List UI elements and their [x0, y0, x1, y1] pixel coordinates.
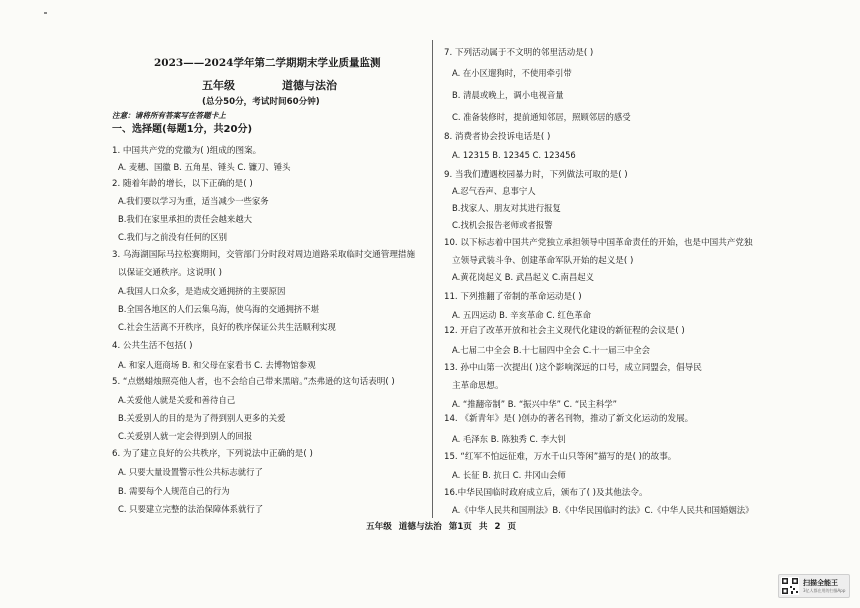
- exam-note: 注意：请将所有答案写在答题卡上: [112, 111, 226, 120]
- right-question-line: 15. “红军不怕远征难，万水千山只等闲”描写的是( )的故事。: [444, 452, 677, 462]
- section-heading: 一、选择题(每题1分，共20分): [112, 124, 253, 135]
- right-option-line: C. 准备装修时，提前通知邻居，照顾邻居的感受: [452, 112, 631, 122]
- left-question-line: 1. 中国共产党的党徽为( )组成的图案。: [112, 146, 262, 156]
- right-option-line: A. 12315 B. 12345 C. 123456: [452, 150, 576, 160]
- left-option-line: B. 需要每个人规范自己的行为: [118, 486, 230, 496]
- scanner-label: 扫描全能王: [803, 579, 838, 587]
- exam-title: 2023——2024学年第二学期期末学业质量监测: [154, 57, 381, 69]
- left-option-line: A. 麦穗、国徽 B. 五角星、锤头 C. 镰刀、锤头: [118, 162, 291, 172]
- right-option-line: A.黄花岗起义 B. 武昌起义 C.南昌起义: [452, 272, 595, 282]
- grade-label: 五年级: [202, 79, 235, 92]
- right-option-line: A.《中华人民共和国刑法》B.《中华民国临时约法》C.《中华人民共和国婚姻法》: [452, 505, 754, 515]
- left-option-line: B.关爱别人的目的是为了得到别人更多的关爱: [118, 413, 286, 423]
- right-question-line: 16.中华民国临时政府成立后，颁布了( )及其他法令。: [444, 488, 648, 498]
- scanner-sublabel: 3亿人都在用的扫描App: [803, 588, 846, 593]
- right-option-line: C.找机会报告老师或者报警: [452, 220, 553, 230]
- left-option-line: A.我们要以学习为重，适当减少一些家务: [118, 196, 269, 206]
- right-option-line: B.找家人、朋友对其进行报复: [452, 203, 561, 213]
- column-divider: [432, 40, 433, 518]
- right-option-line: B. 清晨或晚上，调小电视音量: [452, 90, 564, 100]
- left-question-line: 以保证交通秩序。这说明( ): [118, 268, 222, 278]
- left-option-line: A. 只要大量设置警示性公共标志就行了: [118, 467, 263, 477]
- scan-speck: [44, 12, 47, 14]
- right-option-line: A. “推翻帝制” B. “振兴中华” C. “民主科学”: [452, 399, 618, 409]
- right-question-line: 8. 消费者协会投诉电话是( ): [444, 132, 551, 142]
- right-option-line: A. 五四运动 B. 辛亥革命 C. 红色革命: [452, 310, 591, 320]
- right-question-line: 7. 下列活动属于不文明的邻里活动是( ): [444, 48, 594, 58]
- subject-label: 道德与法治: [282, 79, 337, 92]
- right-option-line: A.七届二中全会 B.十七届四中全会 C.十一届三中全会: [452, 345, 650, 355]
- right-question-line: 11. 下列推翻了帝制的革命运动是( ): [444, 292, 582, 302]
- right-question-line: 主革命思想。: [452, 381, 504, 391]
- left-option-line: A.我国人口众多，是造成交通拥挤的主要原因: [118, 286, 286, 296]
- right-question-line: 10. 以下标志着中国共产党独立承担领导中国革命责任的开始，也是中国共产党独: [444, 238, 753, 248]
- right-question-line: 12. 开启了改革开放和社会主义现代化建设的新征程的会议是( ): [444, 326, 685, 336]
- left-question-line: 3. 乌海湖国际马拉松赛期间，交管部门分时段对周边道路采取临时交通管理措施: [112, 250, 416, 260]
- left-question-line: 6. 为了建立良好的公共秩序，下列说法中正确的是( ): [112, 449, 313, 459]
- scanner-watermark: [778, 574, 850, 598]
- left-option-line: C.社会生活离不开秩序，良好的秩序保证公共生活顺利实现: [118, 322, 336, 332]
- right-option-line: A. 在小区遛狗时，不使用牵引带: [452, 68, 572, 78]
- right-option-line: A. 长征 B. 抗日 C. 井冈山会师: [452, 470, 566, 480]
- left-option-line: B.全国各地区的人们云集乌海，使乌海的交通拥挤不堪: [118, 304, 320, 314]
- qr-code-icon: [781, 577, 799, 595]
- left-option-line: C. 只要建立完整的法治保障体系就行了: [118, 504, 264, 514]
- right-option-line: A. 毛泽东 B. 陈独秀 C. 李大钊: [452, 434, 566, 444]
- left-option-line: A. 和家人逛商场 B. 和父母在家看书 C. 去博物馆参观: [118, 360, 316, 370]
- right-question-line: 立领导武装斗争、创建革命军队开始的起义是( ): [452, 256, 634, 266]
- left-option-line: C.关爱别人就一定会得到别人的回报: [118, 431, 253, 441]
- left-question-line: 2. 随着年龄的增长，以下正确的是( ): [112, 179, 253, 189]
- left-question-line: 5. “点燃蜡烛照亮他人者，也不会给自己带来黑暗。”杰弗逊的这句话表明( ): [112, 377, 395, 387]
- left-question-line: 4. 公共生活不包括( ): [112, 341, 193, 351]
- left-option-line: A.关爱他人就是关爱和善待自己: [118, 395, 236, 405]
- left-option-line: C.我们与之前没有任何的区别: [118, 232, 228, 242]
- right-option-line: A.忍气吞声、息事宁人: [452, 186, 536, 196]
- score-time: (总分50分，考试时间60分钟): [202, 97, 320, 107]
- page-footer: 五年级 道德与法治 第1页 共 2 页: [366, 522, 517, 532]
- right-question-line: 14. 《新青年》是( )创办的著名刊物，推动了新文化运动的发展。: [444, 414, 694, 424]
- left-option-line: B.我们在家里承担的责任会越来越大: [118, 214, 253, 224]
- right-question-line: 13. 孙中山第一次提出( )这个影响深远的口号，成立同盟会，倡导民: [444, 363, 702, 373]
- right-question-line: 9. 当我们遭遇校园暴力时，下列做法可取的是( ): [444, 170, 628, 180]
